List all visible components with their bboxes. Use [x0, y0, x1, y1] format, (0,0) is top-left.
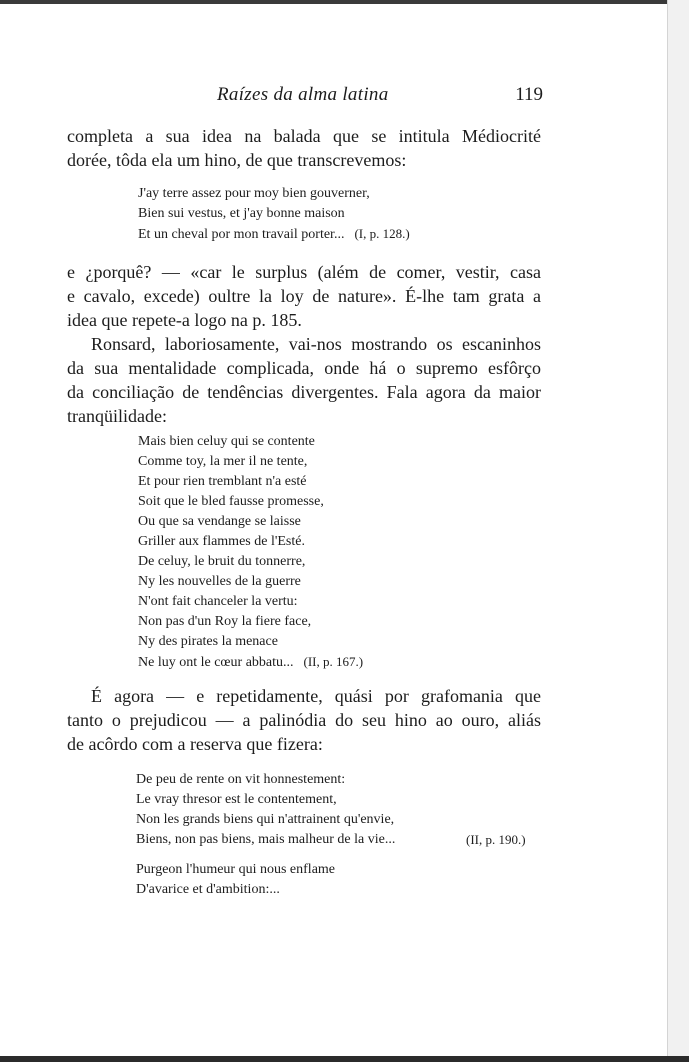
text-line: da conciliação de tendências divergentes. Fala agora da maior [67, 382, 541, 402]
verse-line: Biens, non pas biens, mais malheur de la vie... [136, 832, 396, 847]
verse-line: Mais bien celuy qui se contente [138, 434, 315, 449]
verse-line: Non pas d'un Roy la fiere face, [138, 614, 312, 629]
verse-line: De peu de rente on vit honnestement: [136, 772, 346, 787]
verse-line: Ou que sa vendange se laisse [138, 514, 301, 529]
paragraph-3 [67, 332, 541, 428]
text-line: Ronsard, laboriosamente, vai-nos mostrando os escaninhos [91, 334, 541, 354]
text-line: tanto o prejudicou — a palinódia do seu hino ao ouro, aliás [67, 710, 541, 730]
page-number: 119 [515, 84, 543, 105]
verse-line: Soit que le bled fausse promesse, [138, 494, 324, 509]
verse-quote-1 [138, 184, 410, 244]
running-title: Raízes da alma latina [217, 84, 389, 105]
text-line: dorée, tôda ela um hino, de que transcrevemos: [67, 150, 407, 170]
page-bottom-edge [0, 1056, 689, 1062]
paragraph-1 [67, 124, 541, 172]
text-line: idea que repete-a logo na p. 185. [67, 310, 302, 330]
verse-line-text: Ne luy ont le cœur abbatu... [138, 655, 294, 670]
text-line: de acôrdo com a reserva que fizera: [67, 734, 323, 754]
verse-line: Comme toy, la mer il ne tente, [138, 454, 308, 469]
paragraph-2 [67, 260, 541, 332]
text-line: tranqüilidade: [67, 406, 167, 426]
verse-line: Bien sui vestus, et j'ay bonne maison [138, 206, 345, 221]
text-line: e ¿porquê? — «car le surplus (além de comer, vestir, casa [67, 262, 541, 282]
verse-line: Griller aux flammes de l'Esté. [138, 534, 305, 549]
verse-quote-3 [136, 770, 395, 850]
page-top-edge [0, 0, 689, 4]
verse-line: J'ay terre assez pour moy bien gouverner, [138, 186, 370, 201]
citation-ref: (II, p. 190.) [466, 832, 526, 847]
paragraph-4 [67, 684, 541, 756]
text-line: e cavalo, excede) oultre la loy de nature». É-lhe tam grata a [67, 286, 541, 306]
text-line: completa a sua idea na balada que se intitula Médiocrité [67, 126, 541, 146]
verse-line: Non les grands biens qui n'attrainent qu'envie, [136, 812, 395, 827]
running-header [67, 82, 543, 110]
verse-line [138, 224, 410, 244]
text-line: É agora — e repetidamente, quási por grafomania que [91, 686, 541, 706]
citation-ref: (II, p. 167.) [303, 654, 364, 669]
verse-line: Le vray thresor est le contentement, [136, 792, 337, 807]
verse-line: De celuy, le bruit du tonnerre, [138, 554, 306, 569]
verse-line: D'avarice et d'ambition:... [136, 882, 280, 897]
verse-quote-4 [136, 860, 335, 900]
page-right-margin [667, 0, 689, 1062]
verse-quote-2 [138, 432, 363, 672]
text-line: da sua mentalidade complicada, onde há o supremo esfôrço [67, 358, 541, 378]
verse-line: Purgeon l'humeur qui nous enflame [136, 862, 336, 877]
verse-line [138, 652, 363, 672]
verse-line: N'ont fait chanceler la vertu: [138, 594, 298, 609]
verse-line: Ny les nouvelles de la guerre [138, 574, 301, 589]
verse-line-text: Et un cheval por mon travail porter... [138, 227, 345, 242]
citation-ref: (I, p. 128.) [354, 226, 410, 241]
verse-line: Et pour rien tremblant n'a esté [138, 474, 307, 489]
verse-line: Ny des pirates la menace [138, 634, 278, 649]
